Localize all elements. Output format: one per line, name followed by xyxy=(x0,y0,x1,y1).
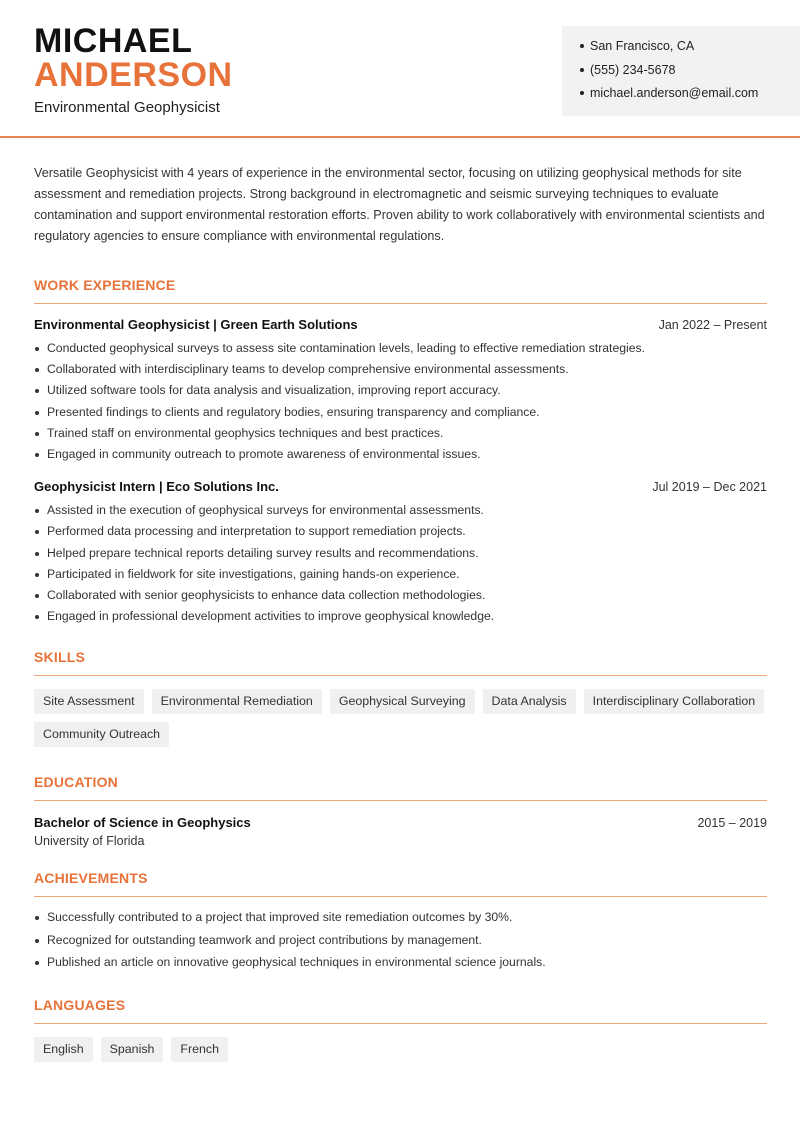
section-title-skills: SKILLS xyxy=(34,649,767,676)
job-role: Geophysicist Intern | Eco Solutions Inc. xyxy=(34,479,279,495)
degree: Bachelor of Science in Geophysics xyxy=(34,815,251,831)
job-title: Environmental Geophysicist xyxy=(34,99,220,116)
skill-tag: Interdisciplinary Collaboration xyxy=(584,689,765,714)
job-2 xyxy=(34,479,767,627)
list-item: Published an article on innovative geophysical techniques in environmental science journals. xyxy=(34,952,767,975)
experience-section xyxy=(34,277,767,627)
contact-box xyxy=(562,26,800,116)
list-item: Performed data processing and interpretation to support remediation projects. xyxy=(34,521,767,542)
skill-tag: Environmental Remediation xyxy=(152,689,322,714)
list-item: Engaged in professional development activities to improve geophysical knowledge. xyxy=(34,606,767,627)
list-item: Participated in fieldwork for site investigations, gaining hands-on experience. xyxy=(34,564,767,585)
list-item: Conducted geophysical surveys to assess site contamination levels, leading to effective remediation strategies. xyxy=(34,338,767,359)
last-name: ANDERSON xyxy=(34,56,233,94)
list-item: Engaged in community outreach to promote awareness of environmental issues. xyxy=(34,444,767,465)
language-tag: French xyxy=(171,1037,228,1062)
skills-tags xyxy=(34,689,767,747)
resume-body xyxy=(34,163,767,1062)
list-item: Helped prepare technical reports detailing survey results and recommendations. xyxy=(34,543,767,564)
education-header xyxy=(34,815,767,830)
contact-phone: (555) 234-5678 xyxy=(580,60,800,84)
language-tag: English xyxy=(34,1037,93,1062)
section-title-languages: LANGUAGES xyxy=(34,997,767,1024)
achievement-list xyxy=(34,907,767,975)
job-1 xyxy=(34,317,767,465)
list-item: Trained staff on environmental geophysics techniques and best practices. xyxy=(34,423,767,444)
skill-tag: Community Outreach xyxy=(34,722,169,747)
skill-tag: Geophysical Surveying xyxy=(330,689,475,714)
list-item: Utilized software tools for data analysis and visualization, improving report accuracy. xyxy=(34,380,767,401)
language-tags xyxy=(34,1037,767,1062)
resume-header xyxy=(0,0,800,138)
contact-location: San Francisco, CA xyxy=(580,36,800,60)
job-header xyxy=(34,479,767,494)
first-name: MICHAEL xyxy=(34,22,193,60)
list-item: Collaborated with interdisciplinary teams to develop comprehensive environmental assessments. xyxy=(34,359,767,380)
job-header xyxy=(34,317,767,332)
summary: Versatile Geophysicist with 4 years of experience in the environmental sector, focusing on utilizing geophysical methods for site assessment and remediation projects. Strong background in electromagnetic and seismic surveying techniques to evaluate contamination and support environmental restoration efforts. Proven ability to work collaboratively with environmental scientists and regulatory agencies to ensure compliance with environmental regulations. xyxy=(34,166,765,243)
list-item: Successfully contributed to a project that improved site remediation outcomes by 30%. xyxy=(34,907,767,930)
list-item: Collaborated with senior geophysicists to enhance data collection methodologies. xyxy=(34,585,767,606)
skills-section xyxy=(34,649,767,747)
job-bullets xyxy=(34,500,767,627)
education-dates: 2015 – 2019 xyxy=(697,816,767,831)
institution: University of Florida xyxy=(34,834,145,849)
section-title-achievements: ACHIEVEMENTS xyxy=(34,870,767,897)
job-bullets xyxy=(34,338,767,465)
skill-tag: Site Assessment xyxy=(34,689,144,714)
language-tag: Spanish xyxy=(101,1037,164,1062)
list-item: Assisted in the execution of geophysical surveys for environmental assessments. xyxy=(34,500,767,521)
job-dates: Jul 2019 – Dec 2021 xyxy=(652,480,767,495)
contact-email: michael.anderson@email.com xyxy=(580,83,800,107)
skill-tag: Data Analysis xyxy=(483,689,576,714)
education-section xyxy=(34,774,767,848)
section-title-experience: WORK EXPERIENCE xyxy=(34,277,767,304)
achievements-section xyxy=(34,870,767,975)
languages-section xyxy=(34,997,767,1062)
list-item: Recognized for outstanding teamwork and project contributions by management. xyxy=(34,930,767,953)
section-title-education: EDUCATION xyxy=(34,774,767,801)
list-item: Presented findings to clients and regulatory bodies, ensuring transparency and compliance. xyxy=(34,402,767,423)
job-dates: Jan 2022 – Present xyxy=(658,318,767,332)
job-role: Environmental Geophysicist | Green Earth Solutions xyxy=(34,317,358,332)
